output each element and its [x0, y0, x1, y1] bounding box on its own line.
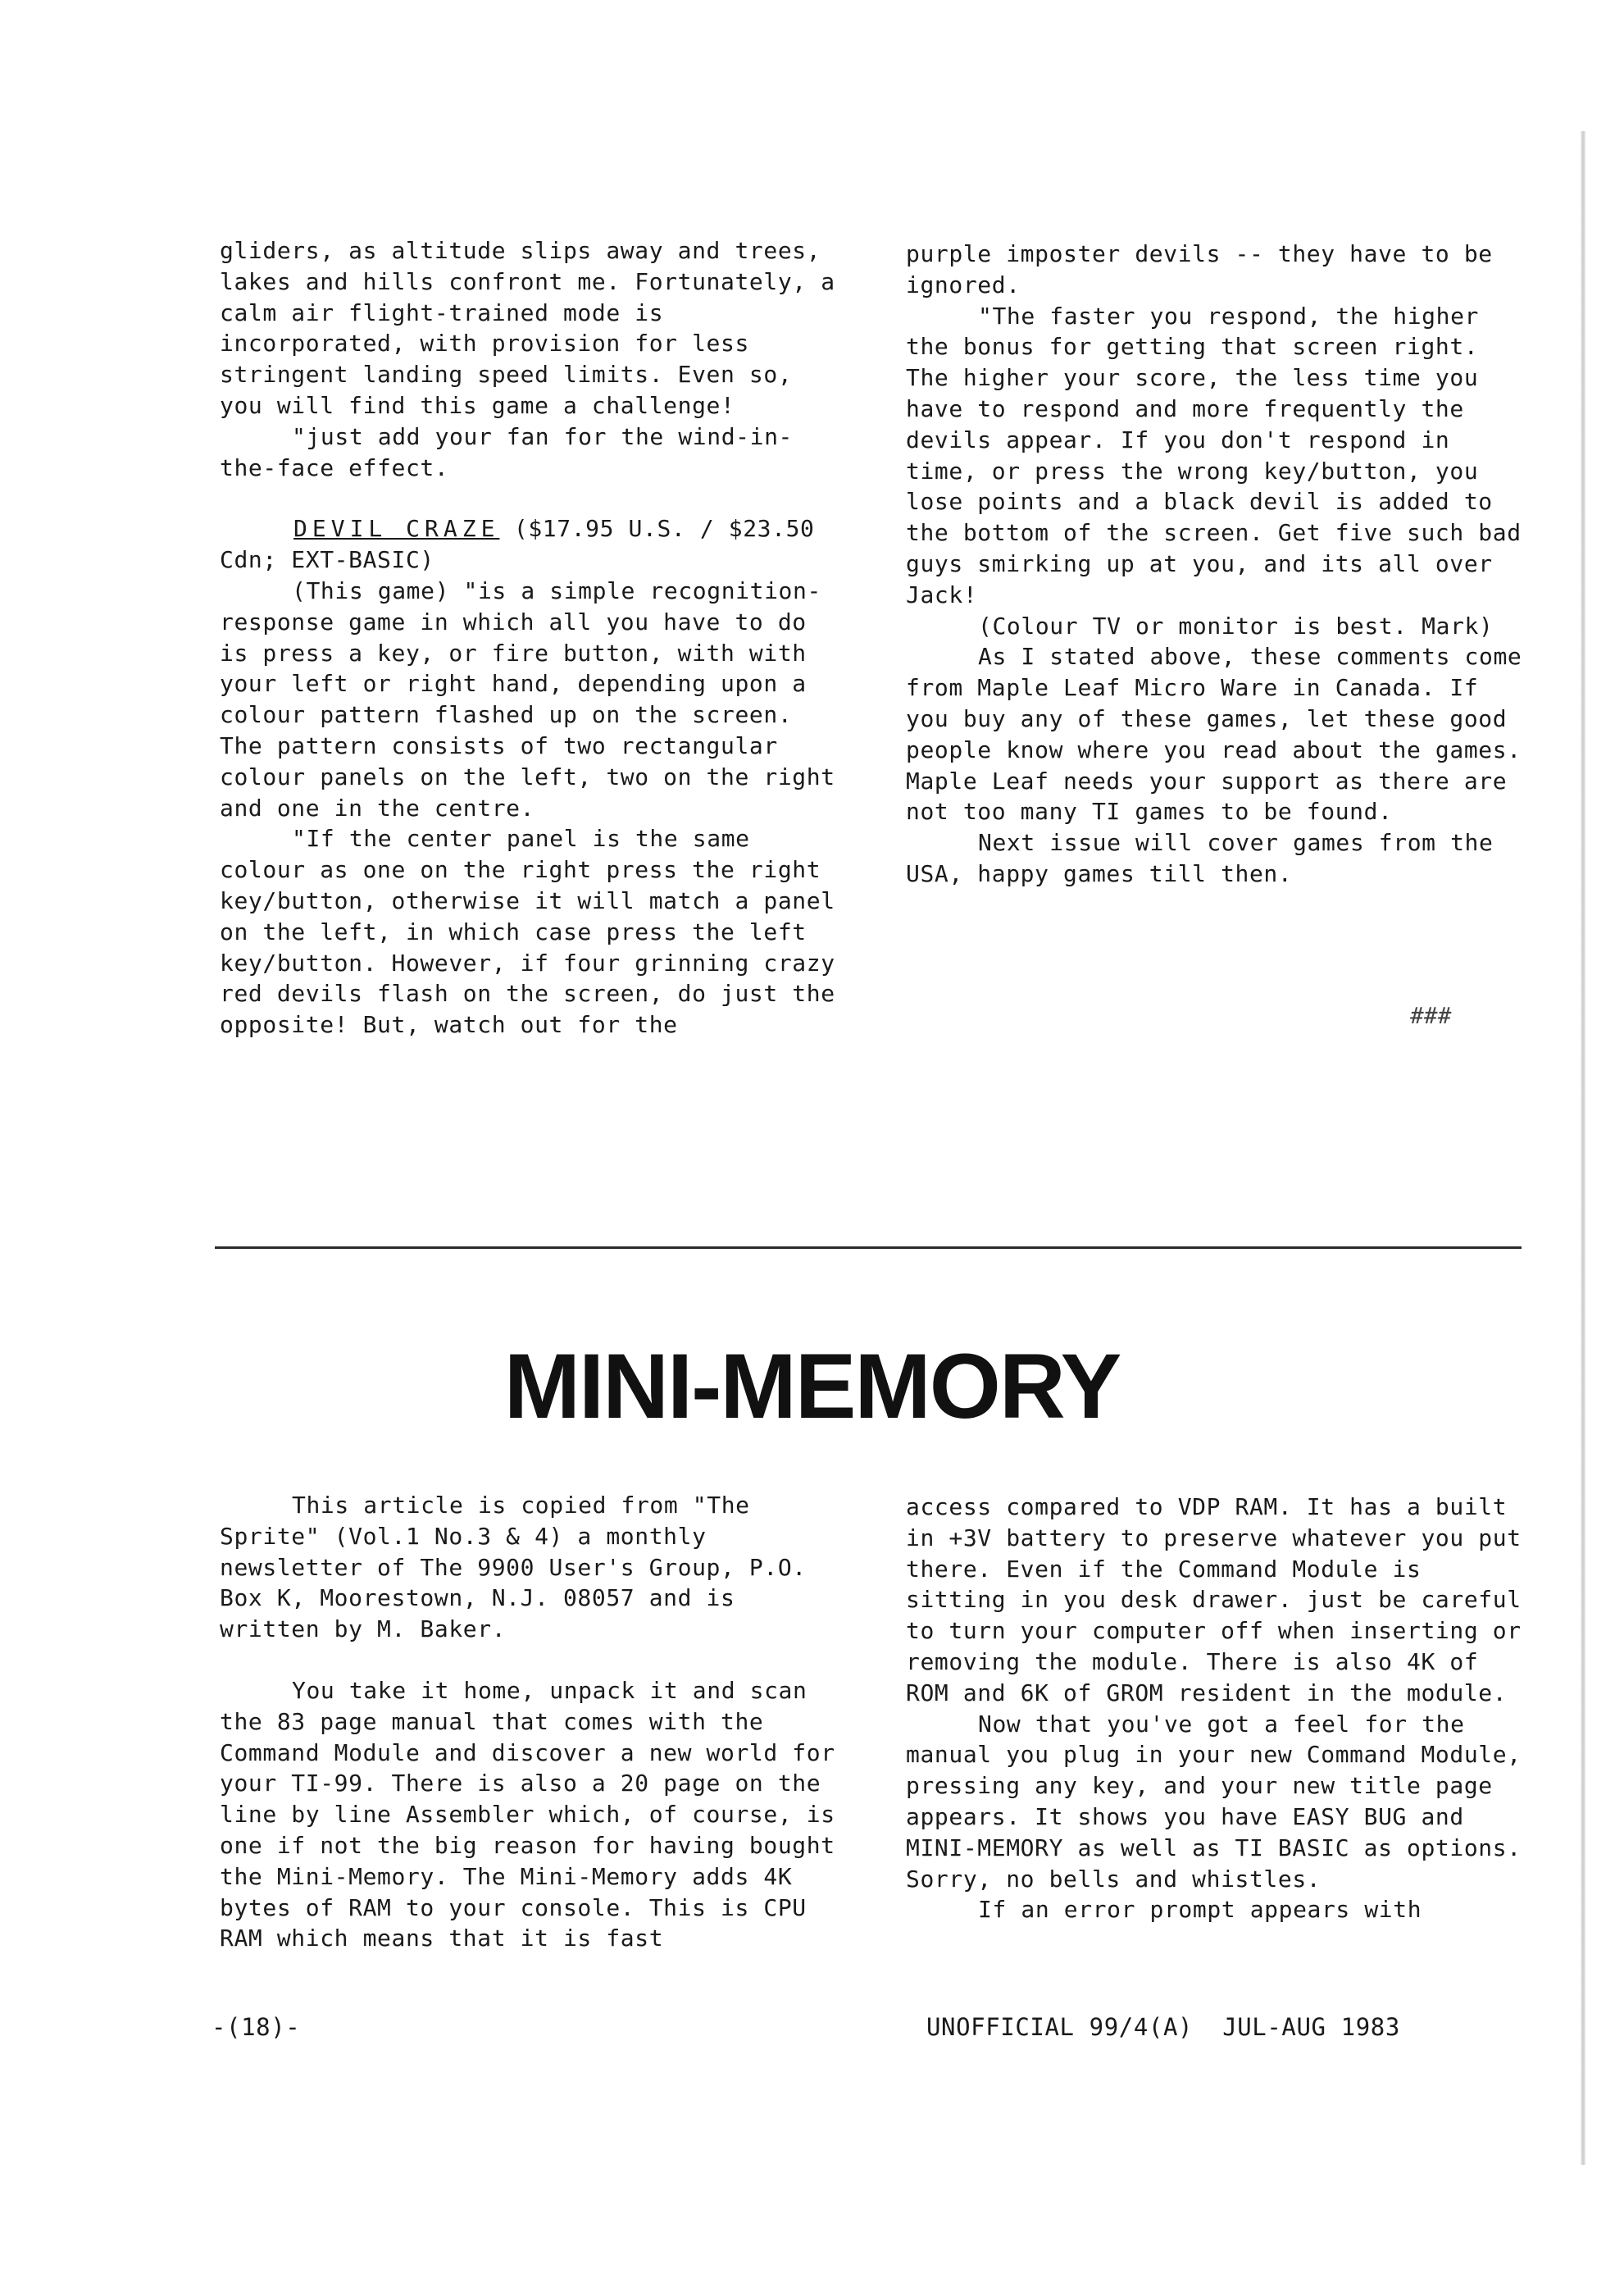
column-bottom-right	[906, 1492, 1536, 1925]
column-top-left	[220, 235, 850, 1041]
column-bottom-left	[220, 1490, 850, 1954]
page-number: -(18)-	[212, 2013, 301, 2041]
section-heading	[220, 513, 836, 576]
paragraph: This article is copied from "The Sprite" (Vol.1 No.3 & 4) a monthly newsletter of The 9900 User's Group, P.O. Box K, Moorestown, N.J. 08057 and is written by M. Baker.	[220, 1492, 821, 1643]
section-divider	[215, 1246, 1522, 1249]
paragraph: "If the center panel is the same colour as one on the right press the right key/button, otherwise it will match a panel on the left, in which case press the left key/button. However, if four grinning crazy red devils flash on the screen, do just the opposite! But, watch out for the	[220, 825, 850, 1039]
page-edge-shadow	[1581, 131, 1585, 2165]
paragraph: purple imposter devils -- they have to be ignored.	[906, 240, 1508, 298]
paragraph: Now that you've got a feel for the manual you plug in your new Command Module, pressing any key, and your new title page appears. It shows you have EASY BUG and MINI-MEMORY as well as TI BASIC as options. Sorry, no bells and whistles.	[906, 1710, 1536, 1893]
paragraph: gliders, as altitude slips away and trees, lakes and hills confront me. Fortunately, a calm air flight-trained mode is incorporated, with provision for less stringent landing speed limits. Even so, you will find this game a challenge!	[220, 237, 850, 419]
publication-footer: UNOFFICIAL 99/4(A) JUL-AUG 1983	[926, 2013, 1400, 2041]
heading-title: DEVIL CRAZE	[293, 515, 500, 543]
paragraph: If an error prompt appears with	[978, 1896, 1422, 1924]
paragraph: As I stated above, these comments come from Maple Leaf Micro Ware in Canada. If you buy any of these games, let these good people know where you read about the games. Maple Leaf needs your support as there are not too many TI games to be found.	[906, 643, 1536, 826]
column-top-right	[906, 239, 1536, 890]
paragraph: "The faster you respond, the higher the bonus for getting that screen right. The higher your score, the less time you have to respond and more frequently the devils appear. If you don't respond in time, or press the wrong key/button, you lose points and a black devil is added to the bottom of the screen. Get five such bad guys smirking up at you, and its all over Jack!	[906, 302, 1536, 608]
paragraph: "just add your fan for the wind-in-the-face effect.	[220, 422, 794, 481]
article-title: MINI-MEMORY	[503, 1335, 1121, 1437]
heading-price: ($17.95 U.S. / $23.50 Cdn; EXT-BASIC)	[220, 515, 829, 574]
end-marks: ###	[1410, 1002, 1452, 1029]
paragraph: You take it home, unpack it and scan the 83 page manual that comes with the Command Module and discover a new world for your TI-99. There is also a 20 page on the line by line Assembler which, of course, is one if not the big reason for having bought the Mini-Memory. The Mini-Memory adds 4K bytes of RAM to your console. This is CPU RAM which means that it is fast	[220, 1676, 850, 1952]
paragraph: (Colour TV or monitor is best. Mark)	[978, 612, 1494, 640]
paragraph: Next issue will cover games from the USA, happy games till then.	[906, 829, 1508, 887]
paragraph: (This game) "is a simple recognition-response game in which all you have to do is press a key, or fire button, with with your left or right hand, depending upon a colour pattern flashed up on the screen. The pattern consists of two rectangular colour panels on the left, two on the right and one in the centre.	[220, 576, 850, 822]
paragraph: access compared to VDP RAM. It has a built in +3V battery to preserve whatever you put there. Even if the Command Module is sitting in you desk drawer. just be careful to turn your computer off when inserting or removing the module. There is also 4K of ROM and 6K of GROM resident in the module.	[906, 1493, 1536, 1706]
